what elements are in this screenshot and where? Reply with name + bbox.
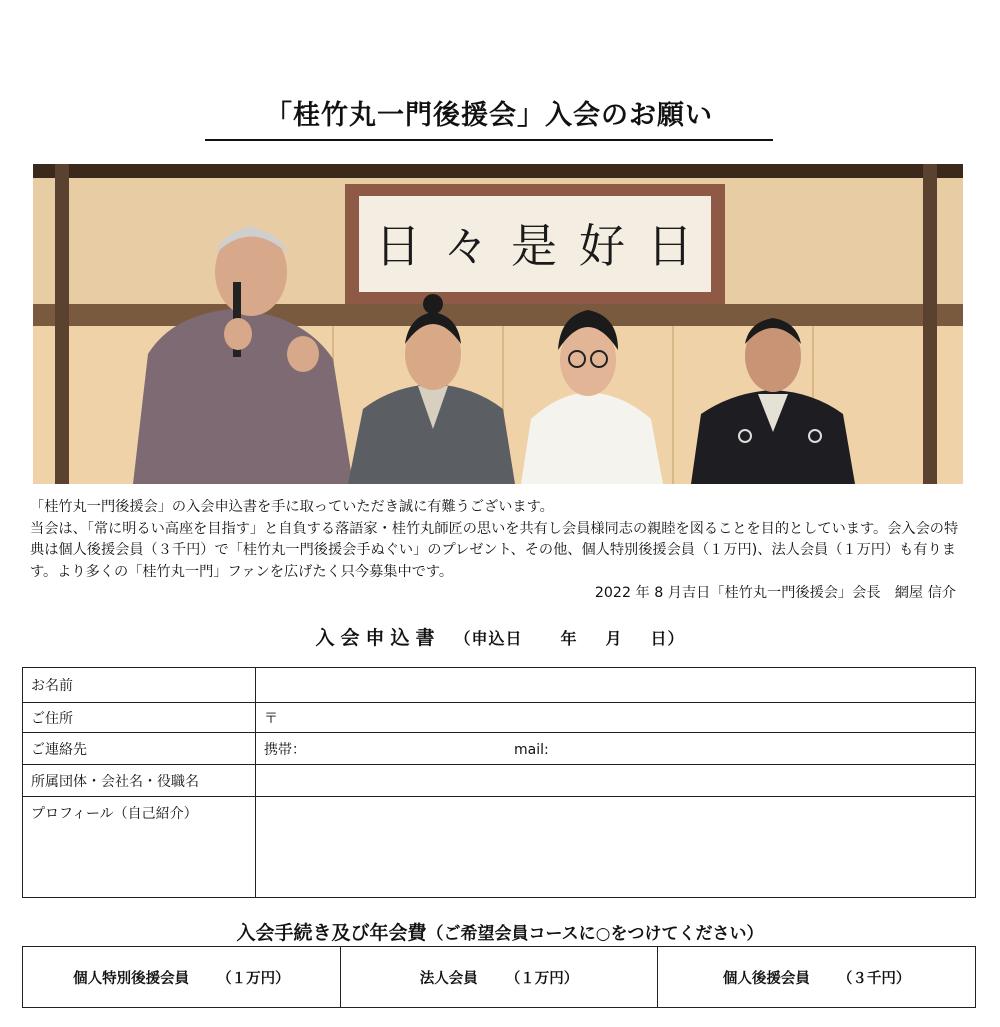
calligraphy-scroll [345, 184, 725, 304]
contact-label: ご連絡先 [23, 733, 256, 765]
course-price: （１万円） [217, 970, 290, 987]
organization-field[interactable] [256, 765, 976, 797]
mobile-label: 携帯： [264, 741, 306, 758]
form-title-label: 入会申込書 [315, 627, 441, 649]
scroll-calligraphy: 日々是好日 [375, 219, 715, 273]
course-name: 法人会員 [419, 970, 478, 987]
postal-mark: 〒 [264, 710, 278, 727]
intro-line-2: 当会は、「常に明るい高座を目指す」と自負する落語家・桂竹丸師匠の思いを共有し会員様同志の親睦を図ることを目的としています。会入会の特典は個人後援会員（３千円）で「桂竹丸一門後援会手ぬぐい」のプレゼント、その他、個人特別後援会員（１万円)、法人会員（１万円）も有ります。より多くの「桂竹丸一門」ファンを広げたく只今募集中です。 [30, 520, 959, 580]
row-profile [23, 797, 976, 898]
profile-label: プロフィール（自己紹介） [23, 797, 256, 898]
course-price: （１万円） [505, 970, 579, 987]
application-form-table [22, 667, 976, 898]
fee-note: （ご希望会員コースに○をつけてください） [426, 924, 764, 944]
intro-text [30, 497, 970, 605]
intro-line-1: 「桂竹丸一門後援会」の入会申込書を手に取っていただき誠に有難うございます。 [30, 499, 554, 515]
date-day: 日 [650, 629, 668, 648]
organization-label: 所属団体・会社名・役職名 [23, 765, 256, 797]
row-name [23, 668, 976, 703]
address-label: ご住所 [23, 703, 256, 733]
row-contact [23, 733, 976, 765]
course-individual[interactable] [658, 947, 976, 1008]
profile-field[interactable] [256, 797, 976, 898]
membership-course-table [22, 946, 976, 1008]
course-individual-special[interactable] [23, 947, 341, 1008]
mail-label: mail: [514, 741, 549, 758]
name-field[interactable] [256, 668, 976, 703]
course-price: （３千円） [837, 970, 911, 987]
contact-field[interactable] [256, 733, 976, 765]
date-month: 月 [605, 629, 623, 648]
name-label: お名前 [23, 668, 256, 703]
course-name: 個人特別後援会員 [73, 970, 190, 987]
group-photo [33, 164, 963, 484]
date-open: （申込日 [454, 629, 523, 648]
row-address [23, 703, 976, 733]
application-form-title [0, 624, 1000, 653]
date-year: 年 [560, 629, 578, 648]
page-title: 「桂竹丸一門後援会」入会のお願い [265, 100, 713, 131]
fee-title-label: 入会手続き及び年会費 [236, 922, 427, 944]
fee-title [0, 919, 1000, 948]
date-close: ） [667, 629, 685, 648]
address-field[interactable] [256, 703, 976, 733]
signature: 2022 年 8 月吉日「桂竹丸一門後援会」会長 網屋 信介 [594, 585, 956, 601]
row-organization [23, 765, 976, 797]
course-name: 個人後援会員 [722, 970, 810, 987]
course-corporate[interactable] [340, 947, 658, 1008]
title-underline [205, 139, 773, 141]
